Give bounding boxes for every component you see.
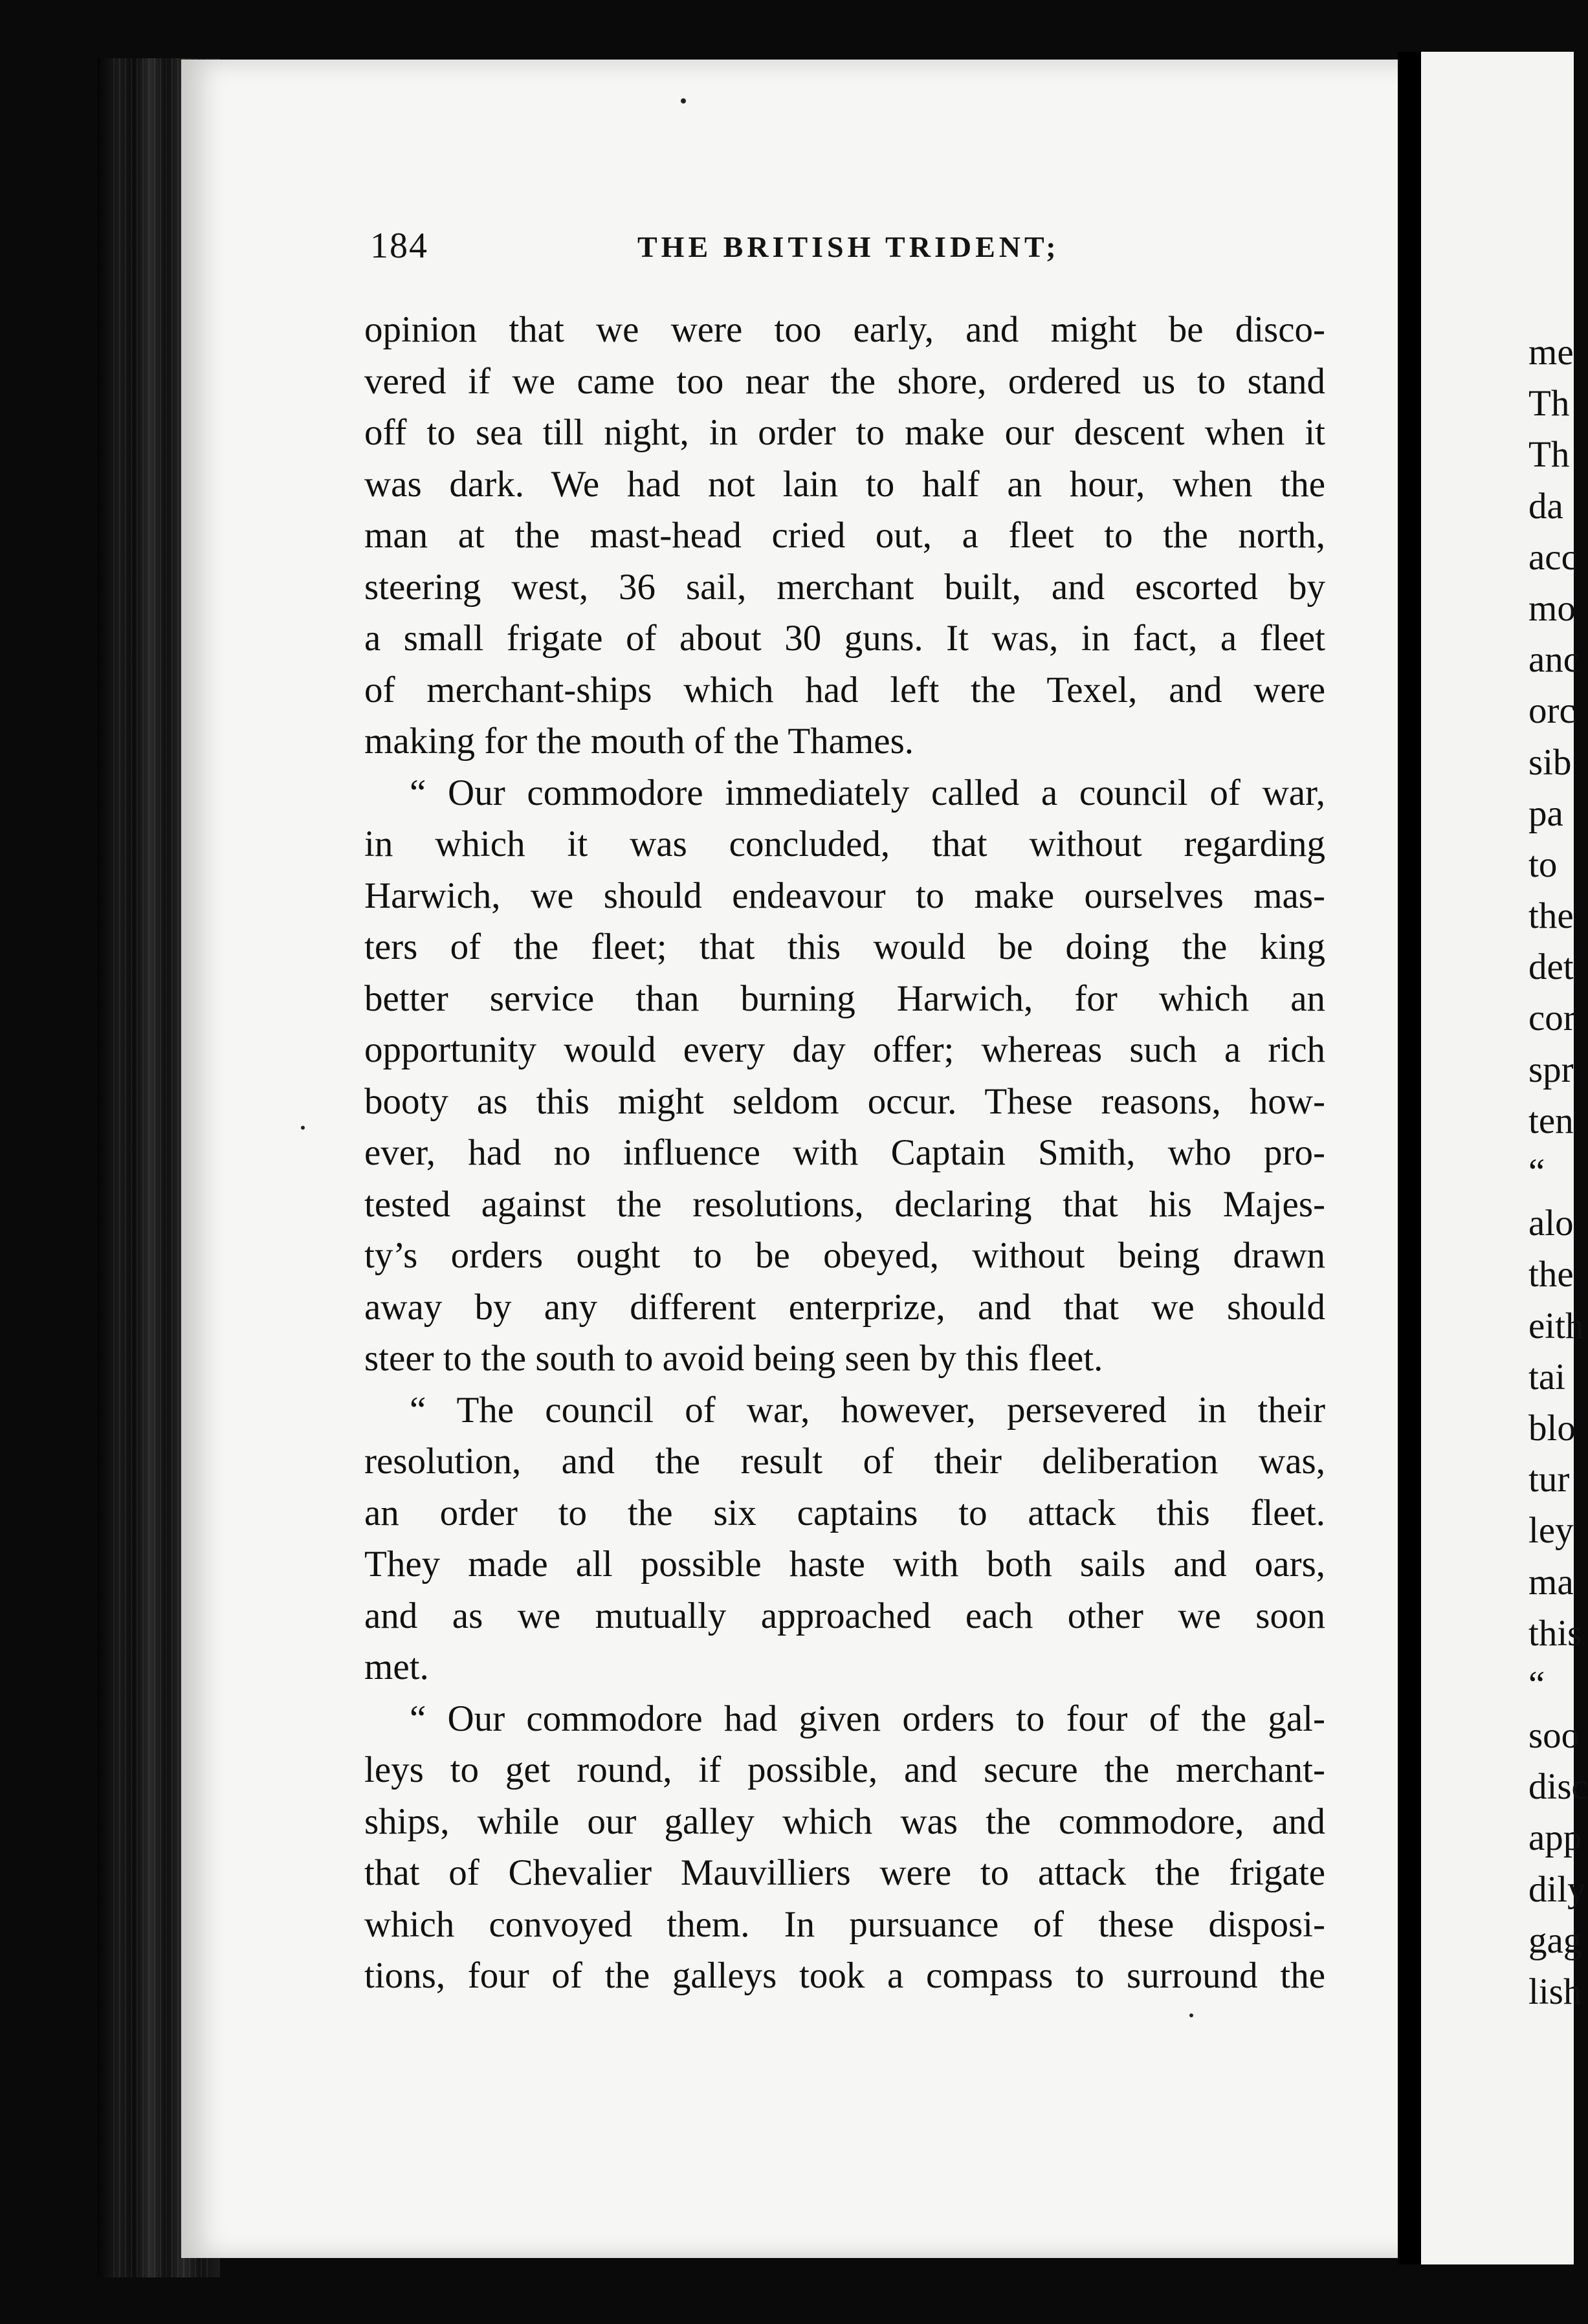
text-line: and as we mutually approached each other we soon xyxy=(364,1595,1325,1636)
facing-line-fragment: disc xyxy=(1528,1766,1588,1808)
text-line: leys to get round, if possible, and secure the merchant- xyxy=(364,1749,1325,1790)
text-line: ever, had no influence with Captain Smith, who pro- xyxy=(364,1132,1325,1173)
page-number: 184 xyxy=(370,226,428,266)
text-line: “ Our commodore immediately called a council of war, xyxy=(410,772,1325,813)
text-line: an order to the six captains to attack this fleet. xyxy=(364,1492,1325,1533)
facing-line-fragment: Th xyxy=(1528,434,1570,476)
text-line: making for the mouth of the Thames. xyxy=(364,721,914,762)
facing-line-fragment: the xyxy=(1528,1254,1574,1295)
text-line: of merchant-ships which had left the Texel, and were xyxy=(364,669,1325,710)
body-text xyxy=(364,304,1325,2002)
text-line: tions, four of the galleys took a compass to surround the xyxy=(364,1955,1325,1996)
facing-line-fragment: cor xyxy=(1528,998,1576,1039)
text-line: steering west, 36 sail, merchant built, and escorted by xyxy=(364,566,1325,608)
facing-line-fragment: Th xyxy=(1528,383,1570,424)
text-line: booty as this might seldom occur. These reasons, how- xyxy=(364,1080,1325,1122)
facing-line-fragment: tur xyxy=(1528,1459,1570,1500)
facing-line-fragment: this xyxy=(1528,1612,1582,1654)
facing-line-fragment: ma xyxy=(1528,1561,1574,1603)
facing-line-fragment: ten xyxy=(1528,1100,1574,1141)
text-line: was dark. We had not lain to half an hour, when the xyxy=(364,463,1325,505)
text-line: man at the mast-head cried out, a fleet to the north, xyxy=(364,515,1325,556)
text-line: tested against the resolutions, declaring that his Majes- xyxy=(364,1183,1325,1225)
text-line: resolution, and the result of their deliberation was, xyxy=(364,1441,1325,1482)
facing-line-fragment: dily xyxy=(1528,1869,1586,1910)
facing-line-fragment: da xyxy=(1528,485,1563,527)
facing-line-fragment: acc xyxy=(1528,536,1578,578)
text-line: which convoyed them. In pursuance of these disposi- xyxy=(364,1903,1325,1945)
facing-line-fragment: me xyxy=(1528,332,1574,373)
text-line: met. xyxy=(364,1647,429,1687)
facing-page-text xyxy=(1528,327,1588,2017)
facing-line-fragment: eith xyxy=(1528,1305,1584,1346)
text-line: ty’s orders ought to be obeyed, without being drawn xyxy=(364,1235,1325,1276)
text-line: Harwich, we should endeavour to make ourselves mas- xyxy=(364,875,1325,916)
facing-line-fragment: mo xyxy=(1528,587,1576,629)
facing-line-fragment: app xyxy=(1528,1817,1582,1859)
paper-speck xyxy=(681,98,686,104)
gutter-shadow xyxy=(1398,52,1421,2264)
paper-speck xyxy=(301,1126,305,1130)
facing-line-fragment: blo xyxy=(1528,1407,1576,1449)
text-line: away by any different enterprize, and that we should xyxy=(364,1286,1325,1328)
facing-line-fragment: ley xyxy=(1528,1510,1574,1551)
text-line: They made all possible haste with both sails and oars, xyxy=(364,1544,1325,1584)
text-line: opinion that we were too early, and might be disco- xyxy=(364,309,1325,350)
text-line: off to sea till night, in order to make our descent when it xyxy=(364,412,1325,453)
facing-line-fragment: alo xyxy=(1528,1203,1574,1244)
facing-line-fragment: spr xyxy=(1528,1049,1574,1090)
facing-line-fragment: “ xyxy=(1528,1152,1545,1192)
text-line: that of Chevalier Mauvilliers were to attack the frigate xyxy=(364,1852,1325,1893)
facing-line-fragment: soo xyxy=(1528,1715,1580,1757)
text-line: vered if we came too near the shore, ordered us to stand xyxy=(364,360,1325,402)
text-line: ships, while our galley which was the commodore, and xyxy=(364,1801,1325,1842)
paper-speck xyxy=(1189,2013,1193,2017)
facing-line-fragment: gag xyxy=(1528,1920,1582,1961)
facing-line-fragment: orc xyxy=(1528,690,1576,732)
text-line: steer to the south to avoid being seen by this fleet. xyxy=(364,1338,1103,1379)
text-line: ters of the fleet; that this would be doing the king xyxy=(364,926,1325,967)
facing-line-fragment: anc xyxy=(1528,639,1580,681)
text-line: opportunity would every day offer; whereas such a rich xyxy=(364,1029,1325,1070)
text-line: better service than burning Harwich, for which an xyxy=(364,978,1325,1019)
text-line: “ Our commodore had given orders to four of the gal- xyxy=(410,1698,1325,1739)
facing-line-fragment: sib xyxy=(1528,741,1572,783)
facing-line-fragment: tai xyxy=(1528,1356,1565,1398)
facing-line-fragment: lish xyxy=(1528,1971,1582,2012)
running-title: THE BRITISH TRIDENT; xyxy=(637,230,1060,263)
facing-line-fragment: to xyxy=(1528,844,1558,885)
text-line: a small frigate of about 30 guns. It was, in fact, a fleet xyxy=(364,618,1325,659)
facing-line-fragment: “ xyxy=(1528,1663,1545,1705)
facing-line-fragment: det xyxy=(1528,947,1574,988)
facing-line-fragment: the xyxy=(1528,895,1574,937)
text-line: “ The council of war, however, persevered in their xyxy=(410,1389,1325,1431)
text-line: in which it was concluded, that without regarding xyxy=(364,824,1325,864)
facing-line-fragment: pa xyxy=(1528,793,1563,834)
